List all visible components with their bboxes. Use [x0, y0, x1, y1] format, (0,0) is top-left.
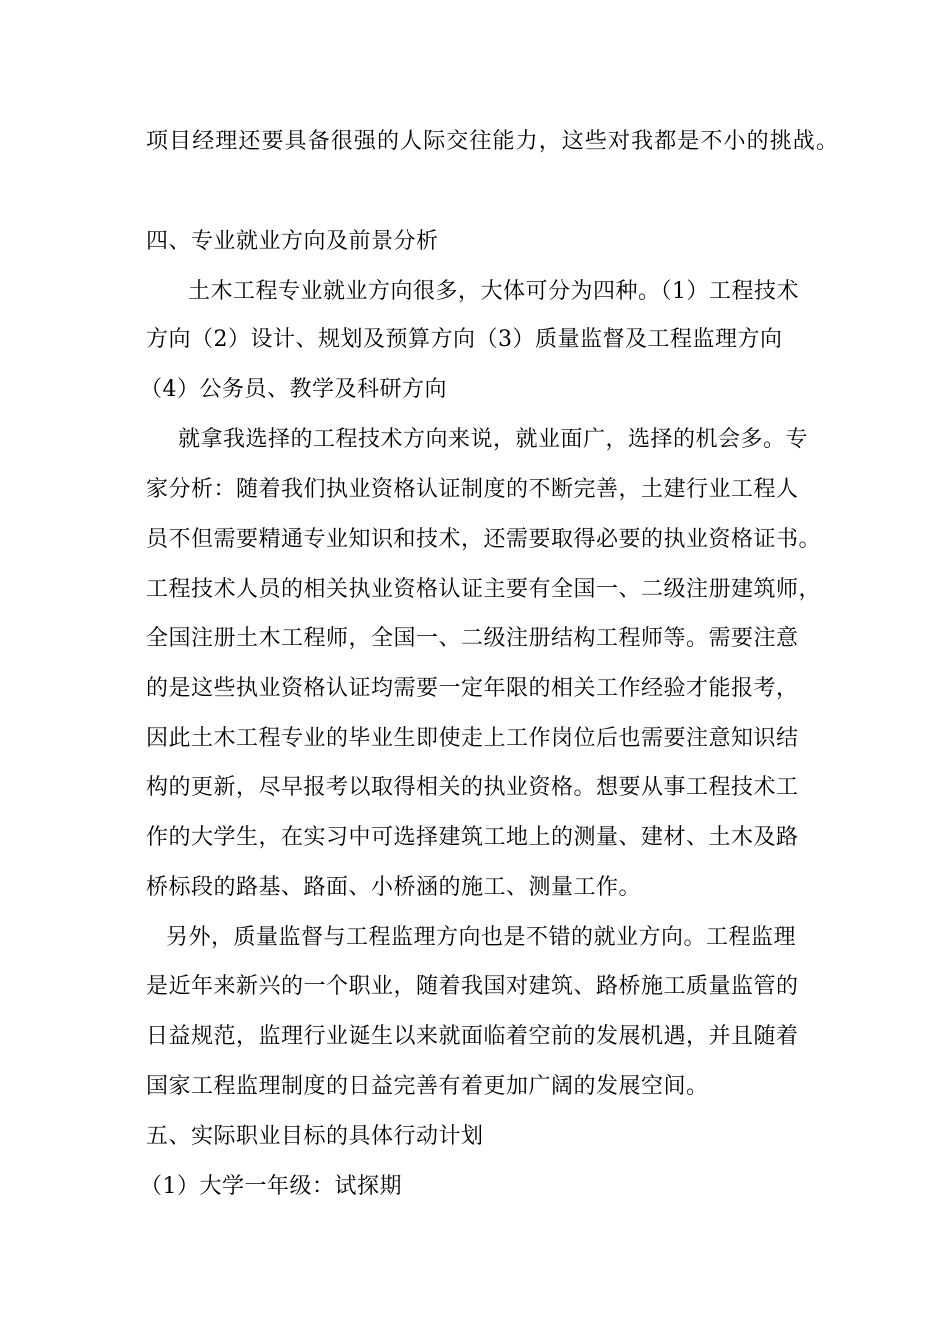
paragraph-line: 土木工程专业就业方向很多，大体可分为四种。（1）工程技术 [188, 279, 799, 304]
paragraph-line: 作的大学生，在实习中可选择建筑工地上的测量、建材、土木及路 [146, 825, 799, 850]
paragraph-line: 的是这些执业资格认证均需要一定年限的相关工作经验才能报考， [146, 676, 799, 701]
paragraph-line: 就拿我选择的工程技术方向来说，就业面广，选择的机会多。专 [178, 427, 809, 452]
paragraph-line: （4）公务员、教学及科研方向 [140, 377, 447, 402]
paragraph-line: 项目经理还要具备很强的人际交往能力，这些对我都是不小的挑战。 [146, 129, 840, 154]
section-heading-employment: 四、专业就业方向及前景分析 [146, 229, 439, 254]
paragraph-line: 工程技术人员的相关执业资格认证主要有全国一、二级注册建筑师， [146, 577, 822, 602]
paragraph-line: 日益规范，监理行业诞生以来就面临着空前的发展机遇，并且随着 [146, 1024, 799, 1049]
section-heading-action-plan: 五、实际职业目标的具体行动计划 [146, 1124, 484, 1149]
paragraph-line: 是近年来新兴的一个职业，随着我国对建筑、路桥施工质量监管的 [146, 974, 799, 999]
subheading-year-one: （1）大学一年级：试探期 [140, 1174, 402, 1199]
paragraph-line: 构的更新，尽早报考以取得相关的执业资格。想要从事工程技术工 [146, 775, 799, 800]
paragraph-line: 家分析：随着我们执业资格认证制度的不断完善，土建行业工程人 [146, 477, 799, 502]
paragraph-line: 员不但需要精通专业知识和技术，还需要取得必要的执业资格证书。 [146, 527, 822, 552]
paragraph-line: 因此土木工程专业的毕业生即使走上工作岗位后也需要注意知识结 [146, 726, 799, 751]
paragraph-line: 国家工程监理制度的日益完善有着更加广阔的发展空间。 [146, 1074, 709, 1099]
paragraph-line: 方向（2）设计、规划及预算方向（3）质量监督及工程监理方向 [146, 327, 783, 352]
paragraph-line: 桥标段的路基、路面、小桥涵的施工、测量工作。 [146, 875, 642, 900]
paragraph-line: 另外，质量监督与工程监理方向也是不错的就业方向。工程监理 [166, 925, 797, 950]
paragraph-line: 全国注册土木工程师，全国一、二级注册结构工程师等。需要注意 [146, 626, 799, 651]
